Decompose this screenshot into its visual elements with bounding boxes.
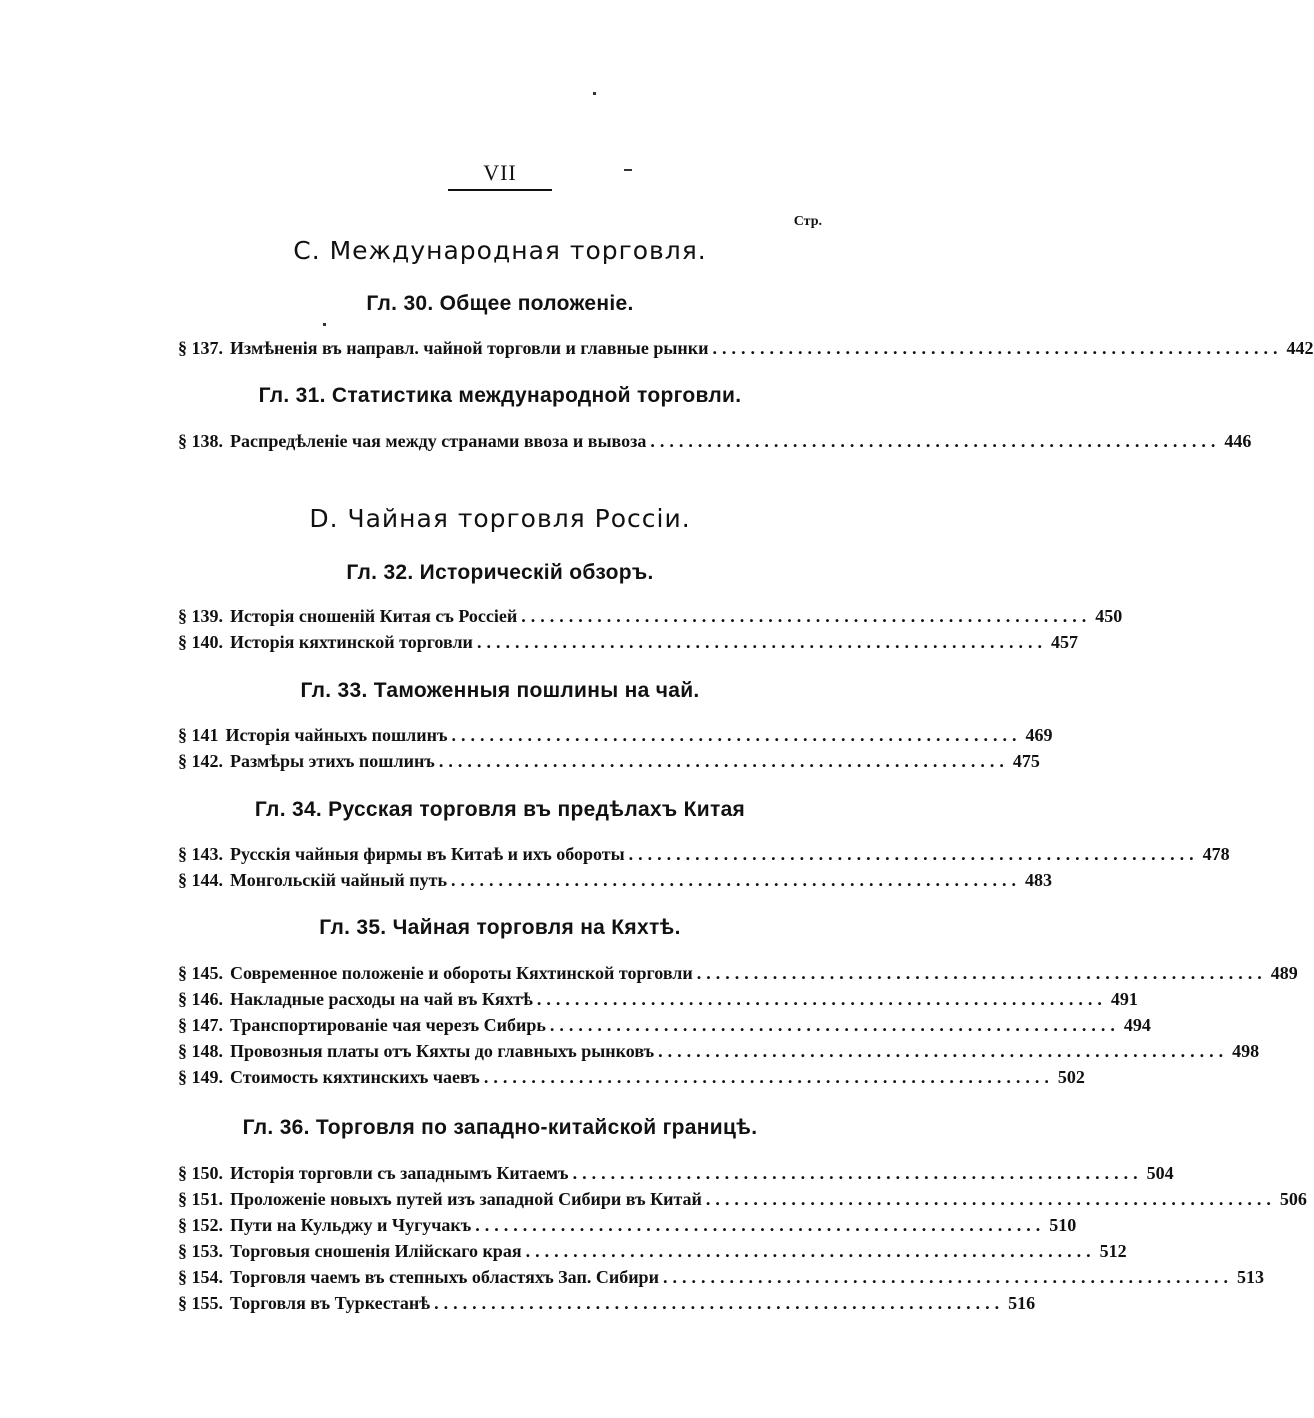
page-number: 510 [1049,1215,1077,1235]
entry-title: Исторія чайныхъ пошлинъ [225,725,448,745]
leader-dots: ............................................................ [628,844,1199,864]
page-number: 489 [1270,963,1298,983]
leader-dots: ............................................................ [434,1293,1005,1313]
leader-dots: ............................................................ [451,870,1022,890]
section-number: § 155. [178,1293,223,1313]
entry-title: Монгольскій чайный путь [230,870,448,890]
toc-entry-149[interactable] [178,1067,1085,1093]
leader-dots: ............................................................ [521,606,1092,626]
toc-entry-143[interactable] [178,844,1230,870]
leader-dots: ............................................................ [549,1015,1120,1035]
section-number: § 141 [178,725,219,745]
toc-entry-150[interactable] [178,1163,1174,1189]
page-number: 513 [1236,1267,1264,1287]
toc-entry-147[interactable] [178,1015,1151,1041]
page-number: 469 [1025,725,1053,745]
toc-entry-142[interactable] [178,751,1040,777]
section-number: § 145. [178,963,223,983]
section-number: § 142. [178,751,223,771]
leader-dots: ............................................................ [536,989,1107,1009]
section-number: § 139. [178,606,223,626]
leader-dots: ............................................................ [662,1267,1233,1287]
entry-title: Провозныя платы отъ Кяхты до главныхъ рынковъ [230,1041,655,1061]
chapter-title-34: Гл. 34. Русская торговля въ предѣлахъ Китая [254,798,746,821]
page-number: 475 [1012,751,1040,771]
entry-title: Исторія кяхтинской торговли [230,632,473,652]
entry-title: Русскія чайныя фирмы въ Китаѣ и ихъ обороты [230,844,625,864]
page-number: 506 [1279,1189,1307,1209]
ink-speck [593,92,596,95]
page-number: 504 [1146,1163,1174,1183]
section-number: § 138. [178,431,223,451]
page-number: 446 [1224,431,1252,451]
chapter-title-31: Гл. 31. Статистика международной торговли. [258,384,742,407]
page-number: 483 [1025,870,1053,890]
leader-dots: ............................................................ [483,1067,1054,1087]
section-number: § 147. [178,1015,223,1035]
chapter-title-33: Гл. 33. Таможенныя пошлины на чай. [300,679,700,702]
leader-dots: ............................................................ [525,1241,1096,1261]
entry-title: Исторія сношеній Китая съ Россіей [230,606,518,626]
page-column-label: Стр. [793,214,822,229]
entry-title: Торговля чаемъ въ степныхъ областяхъ Зап. Сибири [230,1267,659,1287]
section-number: § 144. [178,870,223,890]
section-number: § 137. [178,338,223,358]
section-title-c: C. Международная торговля. [293,236,707,265]
section-number: § 153. [178,1241,223,1261]
leader-dots: ............................................................ [572,1163,1143,1183]
section-title-d: D. Чайная торговля Россіи. [309,504,691,533]
entry-title: Пути на Кульджу и Чугучакъ [230,1215,472,1235]
chapter-title-35: Гл. 35. Чайная торговля на Кяхтѣ. [319,916,681,939]
toc-entry-145[interactable] [178,963,1298,989]
leader-dots: ............................................................ [658,1041,1229,1061]
leader-dots: ............................................................ [712,338,1283,358]
toc-entry-137[interactable] [178,338,1314,364]
chapter-title-32: Гл. 32. Историческій обзоръ. [346,561,654,584]
entry-title: Торговыя сношенія Илійскаго края [230,1241,522,1261]
entry-title: Проложеніе новыхъ путей изъ западной Сибири въ Китай [230,1189,702,1209]
page-numeral-rule [448,189,552,191]
ink-speck [323,323,326,326]
section-number: § 148. [178,1041,223,1061]
toc-entry-148[interactable] [178,1041,1260,1067]
entry-title: Измѣненія въ направл. чайной торговли и главные рынки [230,338,709,358]
page-number: 494 [1123,1015,1151,1035]
page-number: 502 [1057,1067,1085,1087]
page-number: 491 [1110,989,1138,1009]
toc-entry-153[interactable] [178,1241,1127,1267]
entry-title: Накладные расходы на чай въ Кяхтѣ [230,989,533,1009]
section-number: § 146. [178,989,223,1009]
toc-entry-155[interactable] [178,1293,1036,1319]
section-number: § 152. [178,1215,223,1235]
page-number: 512 [1099,1241,1127,1261]
ink-speck [624,169,632,171]
page-number: 442 [1286,338,1314,358]
leader-dots: ............................................................ [438,751,1009,771]
page-number: 498 [1232,1041,1260,1061]
page-number: 450 [1095,606,1123,626]
entry-title: Исторія торговли съ западнымъ Китаемъ [230,1163,569,1183]
entry-title: Стоимость кяхтинскихъ чаевъ [230,1067,480,1087]
leader-dots: ............................................................ [476,632,1047,652]
entry-title: Современное положеніе и обороты Кяхтинской торговли [230,963,693,983]
section-number: § 143. [178,844,223,864]
chapter-title-36: Гл. 36. Торговля по западно-китайской границѣ. [242,1116,758,1139]
toc-entry-146[interactable] [178,989,1138,1015]
toc-entry-141[interactable] [178,725,1053,751]
section-number: § 149. [178,1067,223,1087]
section-number: § 150. [178,1163,223,1183]
leader-dots: ............................................................ [451,725,1022,745]
toc-entry-151[interactable] [178,1189,1307,1215]
section-number: § 140. [178,632,223,652]
leader-dots: ............................................................ [650,431,1221,451]
toc-entry-152[interactable] [178,1215,1077,1241]
entry-title: Транспортированіе чая черезъ Сибирь [230,1015,546,1035]
toc-entry-140[interactable] [178,632,1078,658]
page-number: 457 [1050,632,1078,652]
toc-entry-138[interactable] [178,431,1252,457]
leader-dots: ............................................................ [705,1189,1276,1209]
page-numeral: VII [483,160,517,185]
entry-title: Размѣры этихъ пошлинъ [230,751,435,771]
entry-title: Распредѣленіе чая между странами ввоза и вывоза [230,431,647,451]
section-number: § 151. [178,1189,223,1209]
toc-entry-144[interactable] [178,870,1053,896]
page-number: 516 [1008,1293,1036,1313]
page-number: 478 [1202,844,1230,864]
toc-entry-139[interactable] [178,606,1123,632]
entry-title: Торговля въ Туркестанѣ [230,1293,431,1313]
leader-dots: ............................................................ [475,1215,1046,1235]
toc-entry-154[interactable] [178,1267,1264,1293]
section-number: § 154. [178,1267,223,1287]
leader-dots: ............................................................ [696,963,1267,983]
chapter-title-30: Гл. 30. Общее положеніе. [366,292,634,315]
